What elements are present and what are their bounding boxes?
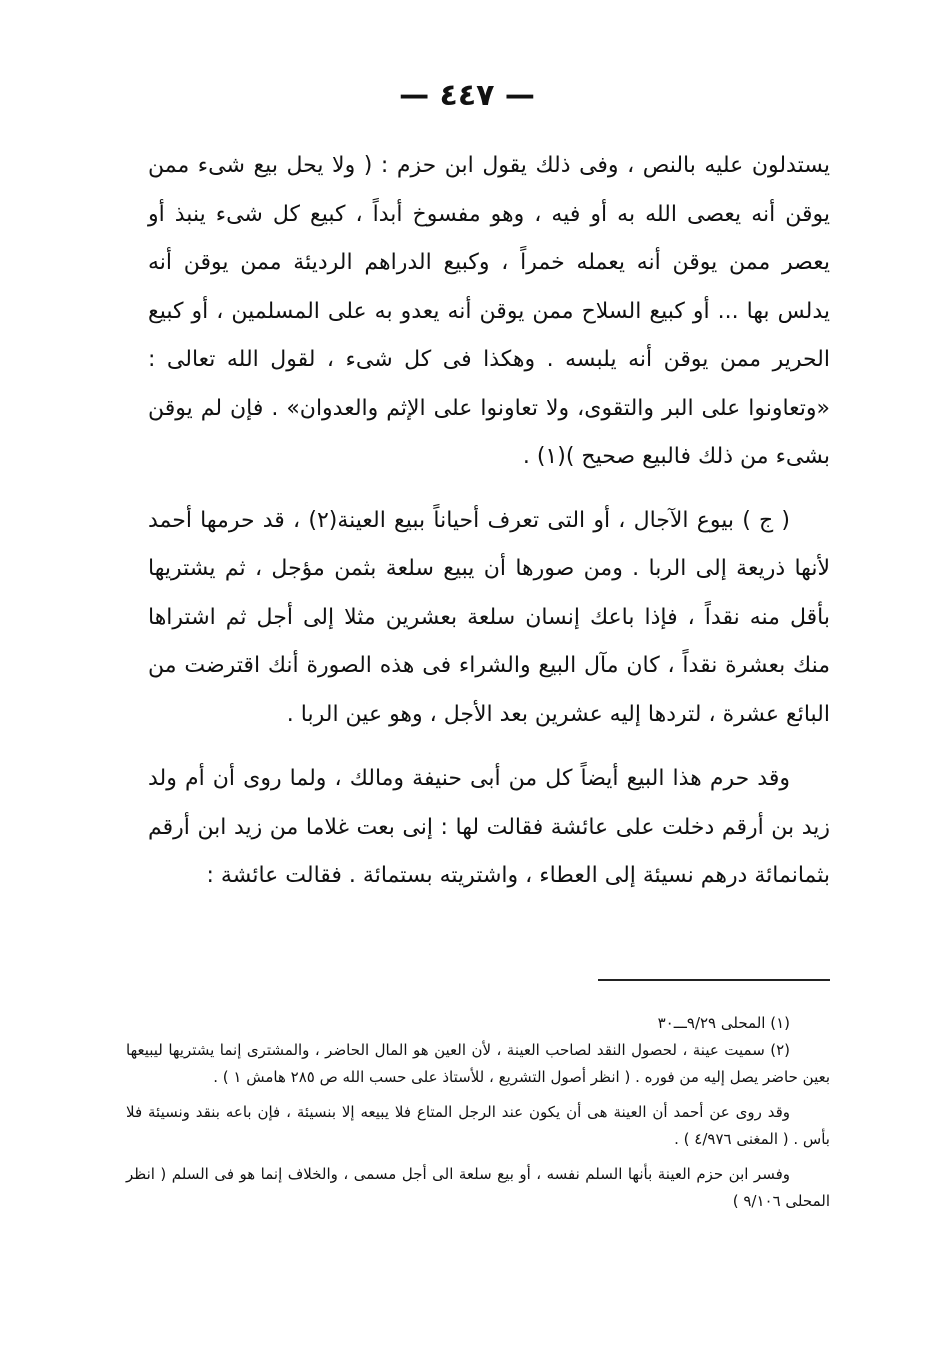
paragraph-ibn-hazm-quote: يستدلون عليه بالنص ، وفى ذلك يقول ابن حزم : ( ولا يحل بيع شىء ممن يوقن أنه يعصى الله به أو فيه ، وهو مفسوخ أبداً ، كبيع كل شىء ينبذ أو يعصر ممن يوقن أنه يعمله خمراً ، وكبيع الدراهم الرديئة ممن يوقن أنه يدلس بها ... أو كبيع السلاح ممن يوقن أنه يعدو به على المسلمين ، أو كبيع الحرير ممن يوقن أنه يلبسه . وهكذا فى كل شىء ، لقول الله تعالى : «وتعاونوا على البر والتقوى، ولا تعاونوا على الإثم والعدوان» . فإن لم يوقن بشىء من ذلك فالبيع صحيح )(١) . [148,153,830,469]
footnote-separator [598,979,830,981]
footnote-2-continuation-ahmad: وقد روى عن أحمد أن العينة هى أن يكون عند الرجل المتاع فلا يبيعه إلا بنسيئة ، فإن باعه بنقد ونسيئة فلا بأس . ( المغنى ٤/٩٧٦ ) . [126,1103,830,1148]
footnote-2: (٢) سميت عينة ، لحصول النقد لصاحب العينة ، لأن العين هو المال الحاضر ، والمشترى إنما يشتريها ليبيعها بعين حاضر يصل إليه من فوره . ( انظر أصول التشريع ، للأستاذ على حسب الله ص ٢٨٥ هامش ١ ) . [126,1041,830,1086]
main-text [148,142,830,901]
paragraph-aisha-narration: وقد حرم هذا البيع أيضاً كل من أبى حنيفة ومالك ، ولما روى أن أم ولد زيد بن أرقم دخلت على عائشة فقالت لها : إنى بعت غلاما من زيد ابن أرقم بثمانمائة درهم نسيئة إلى العطاء ، واشتريته بستمائة . فقالت عائشة : [148,766,830,888]
paragraph-buyu-al-ajal: ( ج ) بيوع الآجال ، أو التى تعرف أحياناً ببيع العينة(٢) ، قد حرمها أحمد لأنها ذريعة إلى الربا . ومن صورها أن يبيع سلعة بثمن مؤجل ، ثم يشتريها بأقل منه نقداً ، فإذا باعك إنسان سلعة بعشرين مثلا إلى أجل ثم اشتراها منك بعشرة نقداً ، كان مآل البيع والشراء فى هذه الصورة أنك اقترضت من البائع عشرة ، لتردها إليه عشرين بعد الأجل ، وهو عين الربا . [148,507,830,727]
page-number: — ٤٤٧ — [399,78,535,113]
footnote-2-continuation-ibn-hazm: وفسر ابن حزم العينة بأنها السلم نفسه ، أو بيع سلعة الى أجل مسمى ، والخلاف إنما هو فى السلم ( انظر المحلى ٩/١٠٦ ) [126,1165,830,1210]
footnote-1: (١) المحلى ٩/٢٩ـــ٣٠ [657,1014,790,1032]
footnotes [126,1010,830,1215]
